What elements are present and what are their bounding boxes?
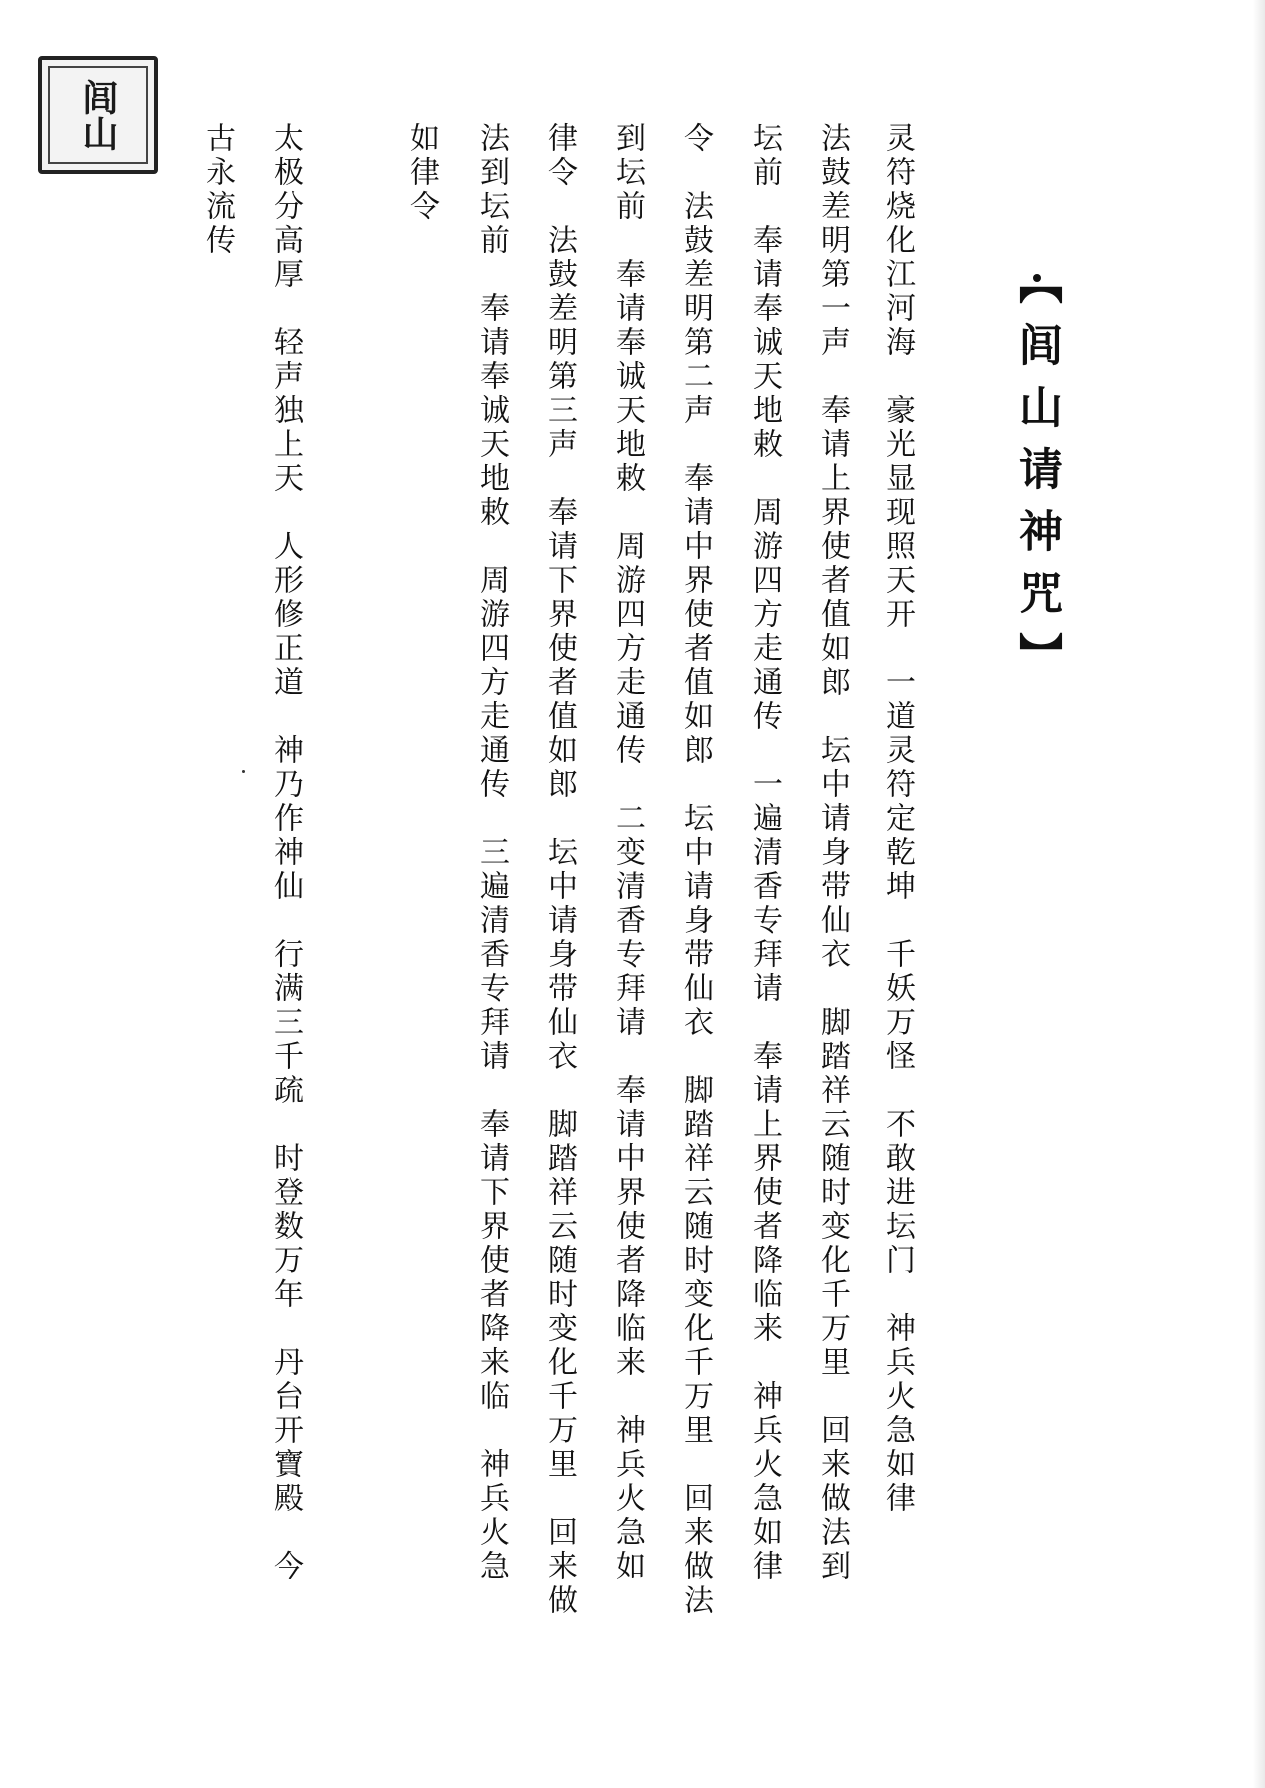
text-column-10: 太极分高厚 轻声独上天 人形修正道 神乃作神仙 行满三千疏 时登数万年 丹台开寶殿 今 (268, 122, 303, 1584)
text-column-1: 灵符烧化江河海 豪光显现照天开 一道灵符定乾坤 千妖万怪 不敢进坛门 神兵火急如律 (880, 122, 915, 1516)
text-column-7: 法到坛前 奉请奉诚天地敕 周游四方走通传 三遍清香专拜请 奉请下界使者降来临 神兵火急 (474, 122, 509, 1584)
text-column-8: 如律令 (404, 122, 439, 224)
text-column-4: 令 法鼓差明第二声 奉请中界使者值如郎 坛中请身带仙衣 脚踏祥云随时变化千万里 回来做法 (678, 122, 713, 1618)
scan-speck (242, 770, 245, 773)
text-column-2: 法鼓差明第一声 奉请上界使者值如郎 坛中请身带仙衣 脚踏祥云随时变化千万里 回来做法到 (815, 122, 850, 1584)
page-edge (1253, 0, 1265, 1788)
text-column-6: 律令 法鼓差明第三声 奉请下界使者值如郎 坛中请身带仙衣 脚踏祥云随时变化千万里 回来做 (542, 122, 577, 1618)
seal-text: 闾山 (77, 79, 119, 151)
page-title: 【闾山请神咒】 (1011, 260, 1062, 694)
seal-inner (48, 66, 148, 164)
seal-stamp (38, 56, 158, 174)
text-column-11: 古永流传 (200, 122, 235, 258)
text-column-5: 到坛前 奉请奉诚天地敕 周游四方走通传 二变清香专拜请 奉请中界使者降临来 神兵火急如 (610, 122, 645, 1584)
text-column-3: 坛前 奉请奉诚天地敕 周游四方走通传 一遍清香专拜请 奉请上界使者降临来 神兵火急如律 (747, 122, 782, 1584)
